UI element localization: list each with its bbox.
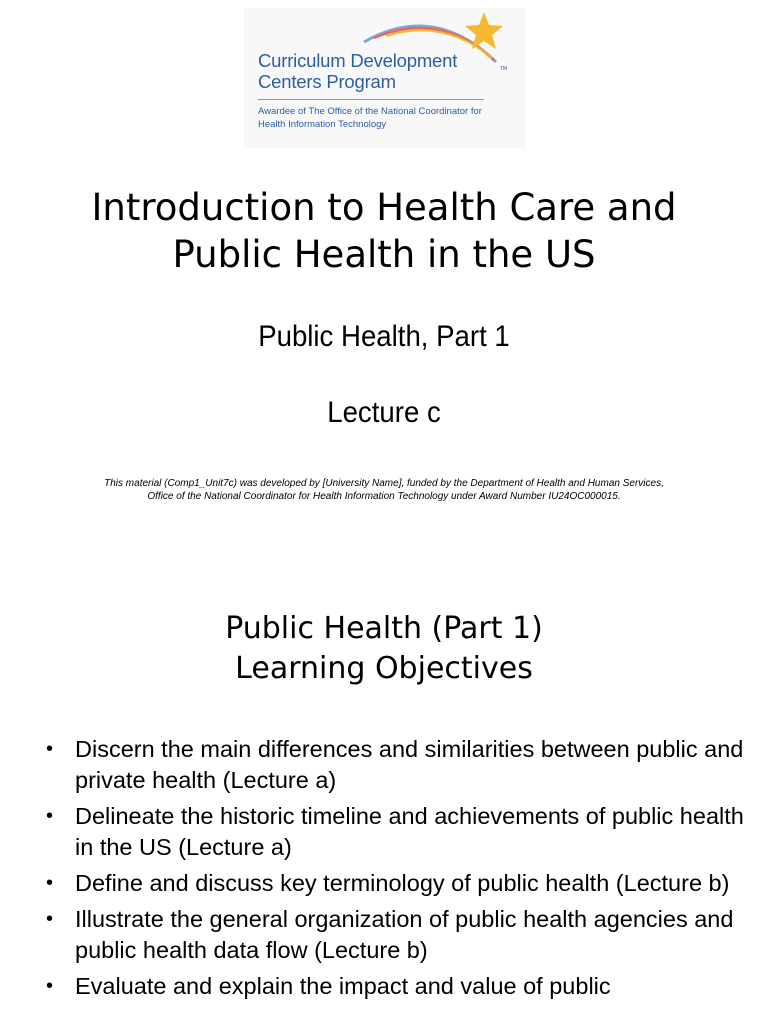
logo-trademark: TM <box>500 66 508 72</box>
program-logo <box>244 8 526 148</box>
slide-subtitle: Public Health, Part 1 <box>258 320 510 353</box>
logo-title-line2: Centers Program <box>258 71 396 92</box>
lecture-label: Lecture c <box>327 396 441 429</box>
disclaimer-line2: Office of the National Coordinator for Health Information Technology under Award Number IU24OC000015. <box>147 491 621 502</box>
list-item <box>44 971 744 1002</box>
logo-subtitle-line1: Awardee of The Office of the National Coordinator for <box>258 106 482 117</box>
list-item <box>44 801 744 863</box>
slide-title <box>0 184 768 278</box>
slide-title-line1: Introduction to Health Care and <box>91 186 677 229</box>
objective-text: Discern the main differences and similarities between public and private health (Lecture a) <box>75 736 744 793</box>
logo-subtitle-line2: Health Information Technology <box>258 119 387 130</box>
logo-divider <box>258 99 484 100</box>
objective-text: Illustrate the general organization of public health agencies and public health data flow (Lecture b) <box>75 906 734 963</box>
objectives-title-line1: Public Health (Part 1) <box>225 611 543 646</box>
objective-text: Evaluate and explain the impact and value of public <box>75 973 611 999</box>
bullet-icon: • <box>46 872 54 894</box>
bullet-icon: • <box>46 908 54 930</box>
objective-text: Define and discuss key terminology of public health (Lecture b) <box>75 870 730 896</box>
disclaimer-line1: This material (Comp1_Unit7c) was developed by [University Name], funded by the Department of Health and Human Services, <box>104 478 664 489</box>
objectives-slide-title <box>0 609 768 689</box>
bullet-icon: • <box>46 805 54 827</box>
slide-title-line2: Public Health in the US <box>172 233 596 276</box>
funding-disclaimer <box>40 477 728 503</box>
list-item <box>44 904 744 966</box>
objectives-list <box>44 734 744 1007</box>
logo-title-line1: Curriculum Development <box>258 50 458 71</box>
objectives-title-line2: Learning Objectives <box>235 651 533 686</box>
list-item <box>44 734 744 796</box>
list-item <box>44 868 744 899</box>
bullet-icon: • <box>46 975 54 997</box>
bullet-icon: • <box>46 738 54 760</box>
objective-text: Delineate the historic timeline and achievements of public health in the US (Lecture a) <box>75 803 744 860</box>
